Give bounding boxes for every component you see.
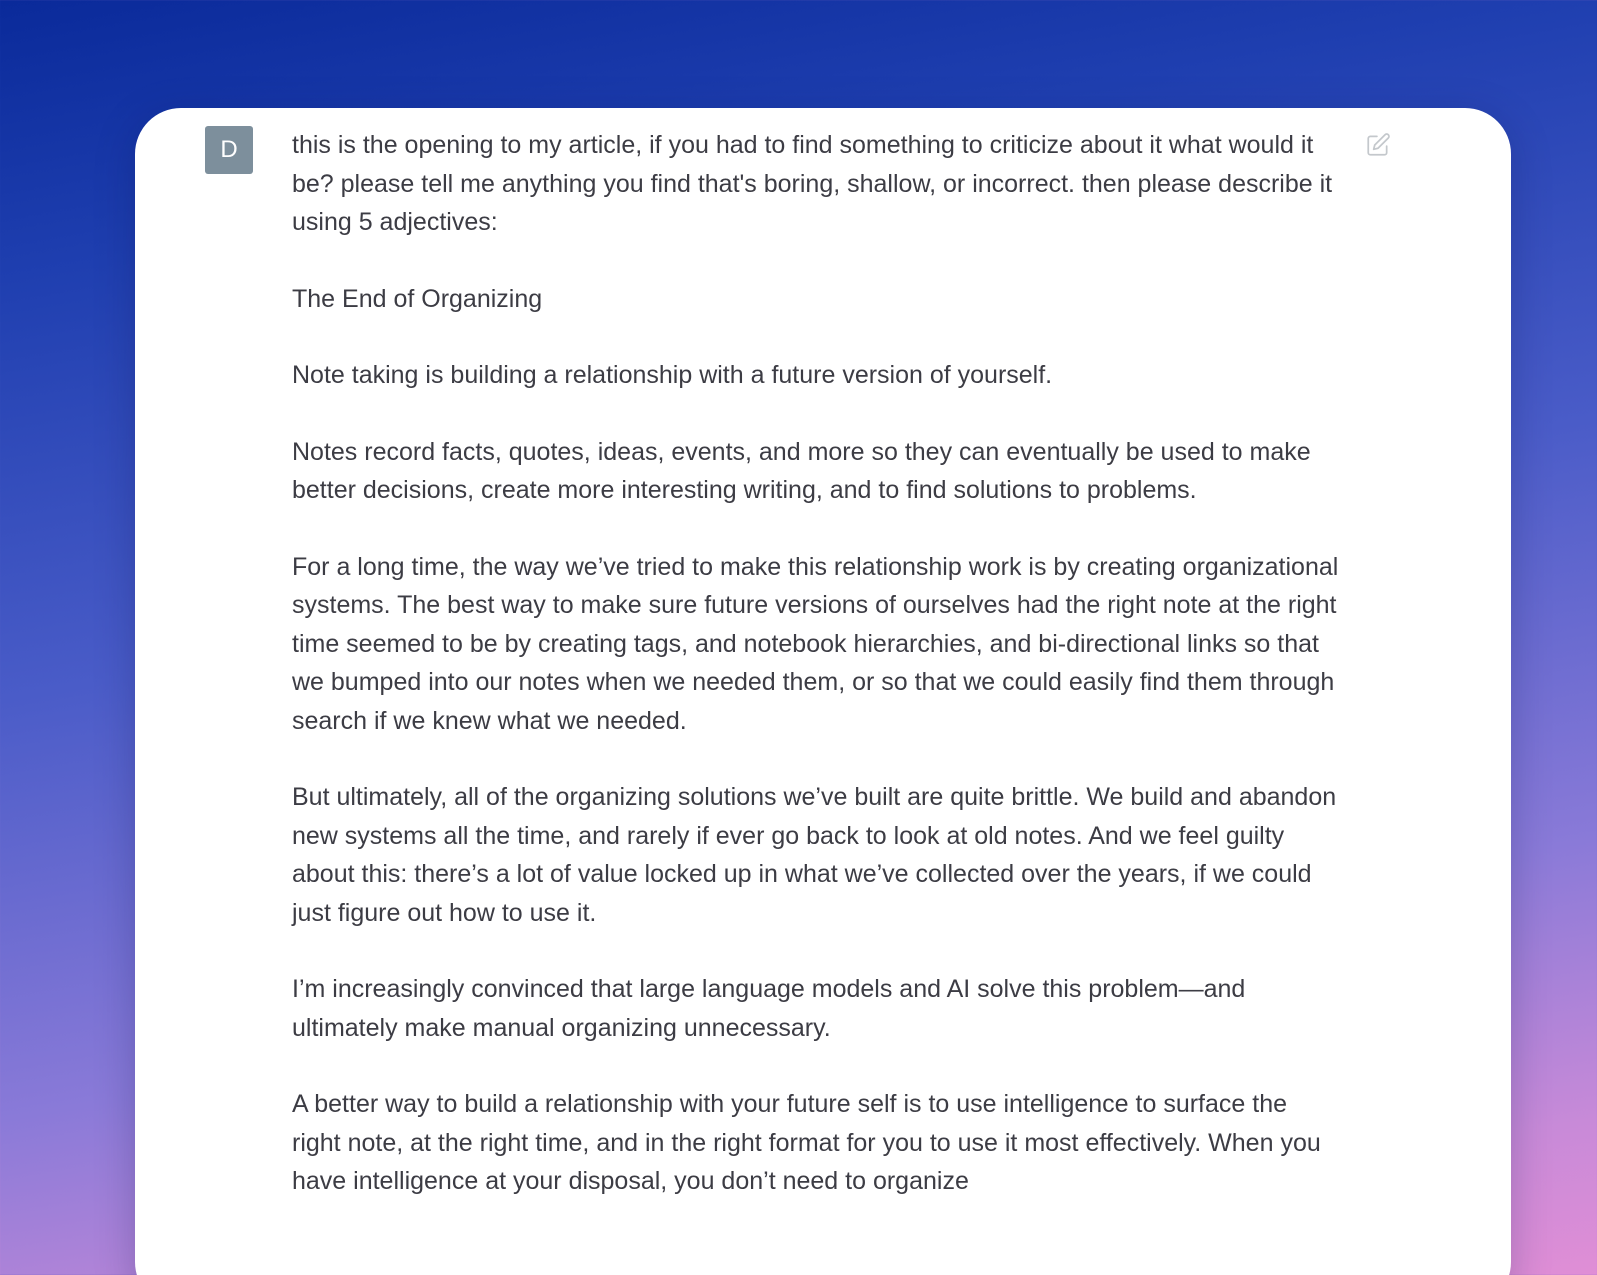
chat-message-card (135, 108, 1511, 1275)
message-paragraph: But ultimately, all of the organizing solutions we’ve built are quite brittle. We build and abandon new systems all the time, and rarely if ever go back to look at old notes. And we feel guilty about this: there’s a lot of value locked up in what we’ve collected over the years, if we could just figure out how to use it. (292, 783, 1337, 927)
message-paragraph: A better way to build a relationship with your future self is to use intelligence to surface the right note, at the right time, and in the right format for you to use it most effectively. When you have intelligence at your disposal, you don’t need to organize (292, 1090, 1321, 1195)
message-paragraph: this is the opening to my article, if you had to find something to criticize about it what would it be? please tell me anything you find that's boring, shallow, or incorrect. then please describe it using 5 adjectives: (292, 131, 1333, 236)
user-message (292, 126, 1342, 1239)
user-avatar: D (205, 126, 253, 174)
edit-icon[interactable] (1365, 132, 1391, 158)
message-paragraph: Note taking is building a relationship with a future version of yourself. (292, 361, 1053, 389)
message-paragraph: I’m increasingly convinced that large language models and AI solve this problem—and ultimately make manual organizing unnecessary. (292, 975, 1246, 1042)
message-paragraph: The End of Organizing (292, 284, 543, 313)
message-paragraph: For a long time, the way we’ve tried to make this relationship work is by creating organizational systems. The best way to make sure future versions of ourselves had the right note at the right time seemed to be by creating tags, and notebook hierarchies, and bi-directional links so that we bumped into our notes when we needed them, or so that we could easily find them through search if we knew what we needed. (292, 552, 1339, 735)
message-paragraph: Notes record facts, quotes, ideas, events, and more so they can eventually be used to make better decisions, create more interesting writing, and to find solutions to problems. (292, 437, 1311, 504)
